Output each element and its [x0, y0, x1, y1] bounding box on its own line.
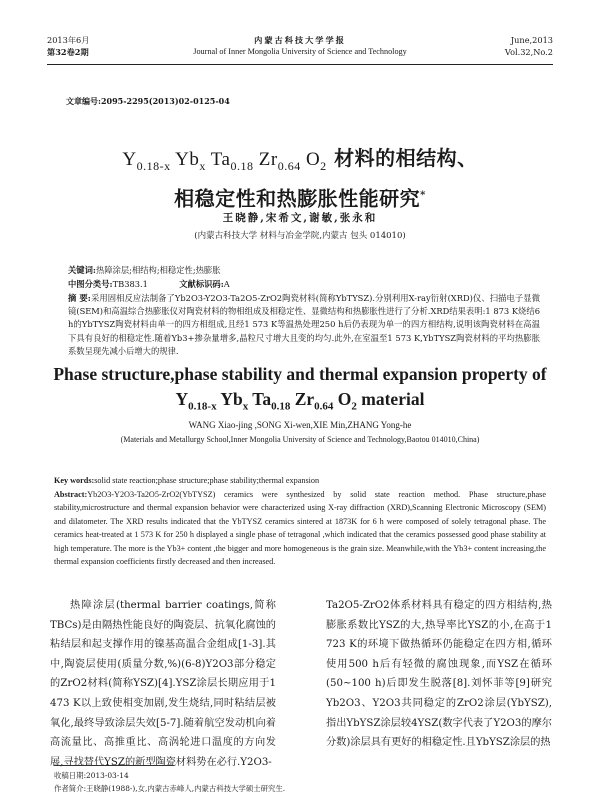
zh-clc-label: 中图分类号: — [68, 279, 113, 289]
zh-abstract-label: 摘 要: — [68, 293, 91, 303]
en-title-line2 — [0, 387, 600, 420]
zh-abstract — [68, 292, 540, 358]
header-volume-en: Vol.32,No.2 — [504, 47, 553, 57]
en-abstract — [54, 488, 546, 568]
zh-title-line2-wrap — [0, 181, 600, 214]
en-title-rest: material — [361, 389, 425, 409]
footnote-received: 收稿日期:2013-03-14 — [54, 771, 129, 780]
en-affiliation: (Materials and Metallurgy School,Inner Mongolia University of Science and Technology,Baotou 014010,China) — [120, 435, 480, 444]
zh-title-line2: 相稳定性和热膨胀性能研究 — [174, 186, 421, 211]
en-title-formula: $Y_{0.18-x}$ $Yb_x$ $Ta_{0.18}$ $Zr_{0.64}$ $O_2$ — [175, 389, 357, 413]
body-column-right: Ta2O5-ZrO2体系材料具有稳定的四方相结构,热膨胀系数比YSZ的大,热导率比YSZ的小,在高于1 723 K的环境下做热循环仍能稳定在四方相,循环使用500 h后有轻微的腐蚀现象,而YSZ在循环(50~100 h)后即发生脱落[8].刘怀菲等[9]研究Yb2O3、Y2O3共同稳定的ZrO2涂层(YbYSZ),指出YbYSZ涂层较4YSZ(数字代表了Y2O3的摩尔分数)涂层具有更好的相稳定性.且YbYSZ涂层的热 — [326, 600, 552, 749]
header-center — [47, 34, 553, 58]
zh-title-formula: $Y_{0.18-x}$ $Yb_x$ $Ta_{0.18}$ $Zr_{0.64}$ $O_2$ — [122, 149, 327, 173]
en-authors: WANG Xiao-jing ,SONG Xi-wen,XIE Min,ZHANG Yong-he — [188, 420, 412, 430]
zh-affiliation: (内蒙古科技大学 材料与冶金学院,内蒙古 包头 014010) — [194, 231, 406, 241]
en-title-line1: Phase structure,phase stability and thermal expansion property of — [53, 364, 547, 384]
en-keywords-text: solid state reaction;phase structure;phase stability;thermal expansion — [94, 476, 320, 485]
en-abstract-label: Abstract: — [54, 490, 88, 499]
header-date-en: June,2013 — [510, 35, 553, 45]
en-keywords-label: Key words: — [54, 476, 95, 485]
zh-keywords-label: 关键词: — [68, 265, 96, 275]
footnote-rule — [54, 765, 174, 766]
header-date-cn: 2013年6月 — [47, 35, 90, 45]
zh-doc: A — [223, 279, 230, 289]
zh-keywords — [68, 264, 540, 277]
body-column-left: 热障涂层(thermal barrier coatings,简称TBCs)是由隔热性能良好的陶瓷层、抗氧化腐蚀的粘结层和起支撑作用的镍基高温合金组成[1-3].其中,陶瓷层使用(质量分数,%)(6-8)Y2O3部分稳定的ZrO2材料(简称YSZ)[4].YSZ涂层长期应用于1 473 K以上致使相变加剧,发生烧结,同时粘结层被氧化,最终导致涂层失效[5-7].随着航空发动机向着高流量比、高推重比、高涡轮进口温度的方向发展,寻找替代YSZ的新型陶瓷材料势在必行.Y2O3- — [50, 600, 276, 768]
zh-clc: TB383.1 — [112, 279, 148, 289]
zh-classification — [68, 278, 540, 291]
en-title — [0, 362, 600, 420]
header-journal-cn: 内蒙古科技大学学报 — [254, 35, 346, 45]
zh-keywords-text: 热障涂层;相结构;相稳定性;热膨胀 — [95, 265, 221, 275]
header-journal-en: Journal of Inner Mongolia University of Science and Technology — [193, 47, 407, 56]
footnote-author-bio: 作者简介:王晓静(1988-),女,内蒙古赤峰人,内蒙古科技大学硕士研究生. — [54, 784, 286, 793]
running-header — [47, 34, 553, 65]
zh-title-line1-rest: 材料的相结构、 — [334, 146, 478, 170]
en-abstract-text: Yb2O3-Y2O3-Ta2O5-ZrO2(YbTYSZ) ceramics were synthesized by solid state reaction method. Phase structure,phase stability,microstructure and thermal expansion behavior were characterized using X-ray diffraction (XRD),Scanning Electronic Microscopy (SEM) and dilatometer. The XRD results indicated that the YbTYSZ ceramics sintered at 1873K for 6 h were composed of solely tetragonal phase. The ceramics heat-treated at 1 573 K for 250 h displayed a single phase of tetragonal ,which indicated that the ceramics possessed good phase stability at high temperature. The more is the Yb3+ content ,the bigger and more homogeneous is the grain size. Meanwhile,with the Yb3+ content increasing,the thermal expansion coefficients firstly decreased and then increased. — [54, 490, 546, 567]
zh-title-mark: * — [420, 189, 426, 201]
zh-title-line1 — [0, 143, 600, 181]
zh-authors: 王晓静,宋希文,谢敏,张永和 — [222, 212, 378, 224]
header-right — [505, 34, 553, 58]
zh-title — [0, 143, 600, 213]
zh-abstract-text: 采用固相反应法制备了Yb2O3-Y2O3-Ta2O5-ZrO2陶瓷材料(简称YbTYSZ).分别利用X-ray衍射(XRD)仪、扫描电子显微镜(SEM)和高温综合热膨胀仪对陶瓷材料的物相组成及相稳定性、显微结构和热膨胀性进行了分析.XRD结果表明:1 873 K烧结6 h的YbTYSZ陶瓷材料由单一的四方相组成,且经1 573 K等温热处理250 h后仍表现为单一的四方相结构,说明该陶瓷材料在高温下具有良好的相稳定性.随着Yb3+掺杂量增多,晶粒尺寸增大且变的均匀.此外,在室温至1 573 K,YbTYSZ陶瓷材料的平均热膨胀系数呈现先减小后增大的规律. — [68, 293, 540, 356]
article-number: 文章编号:2095-2295(2013)02-0125-04 — [66, 96, 230, 106]
zh-doc-label: 文献标识码: — [179, 279, 224, 289]
header-volume-cn: 第32卷2期 — [47, 47, 89, 57]
en-keywords — [54, 474, 546, 487]
